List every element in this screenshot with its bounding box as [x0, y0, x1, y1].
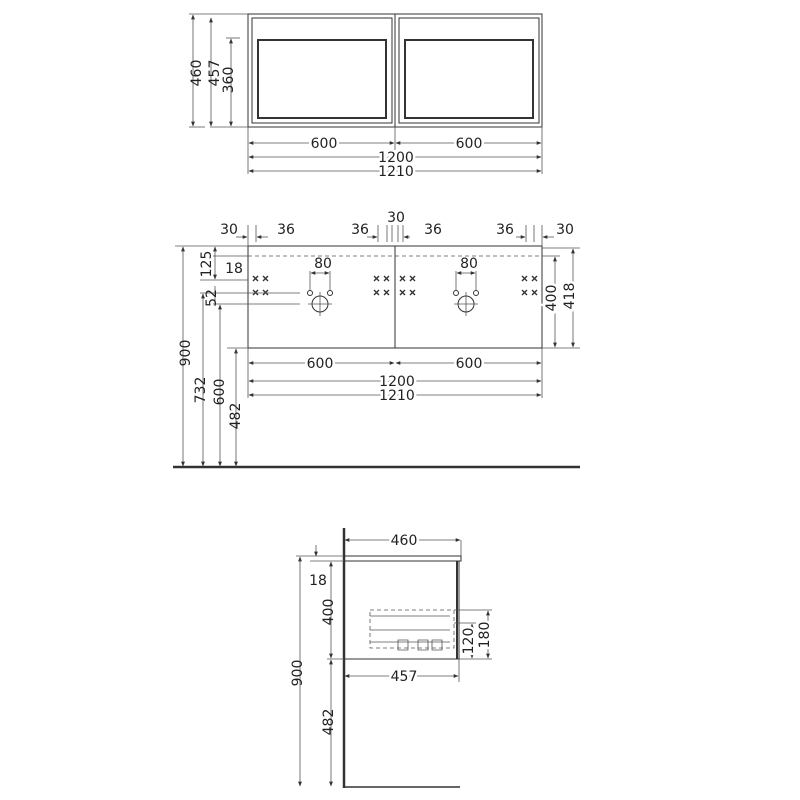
dim-label-30-right: 30	[556, 222, 574, 238]
side-view	[290, 528, 493, 788]
dim-label-900: 900	[178, 339, 194, 367]
countertop	[344, 556, 461, 561]
drain-symbol-right	[454, 291, 479, 317]
front-view	[189, 14, 542, 180]
dim-label-732: 732	[193, 376, 209, 404]
dim-label-36-left: 36	[277, 222, 295, 238]
dim-label-360: 360	[221, 66, 237, 94]
dim-label-30-left: 30	[220, 222, 238, 238]
dim-label-1210-b: 1210	[379, 388, 415, 404]
dim-label-600-left: 600	[310, 136, 338, 152]
dim-label-30-center: 30	[387, 210, 405, 226]
drawer-left	[252, 18, 392, 123]
dim-label-457: 457	[207, 59, 223, 87]
dim-label-80-left: 80	[314, 256, 332, 272]
dim-label-80-right: 80	[460, 256, 478, 272]
dim-label-1210: 1210	[378, 164, 414, 180]
drawer-interior	[370, 610, 454, 650]
dim-label-400: 400	[544, 284, 560, 312]
dim-label-18-side: 18	[309, 573, 327, 589]
dim-label-600-vertical: 600	[212, 378, 228, 406]
dim-label-36-mid-left: 36	[351, 222, 369, 238]
dim-label-600-left-b: 600	[306, 356, 334, 372]
drain-symbol-left	[308, 291, 333, 317]
dim-label-900-side: 900	[290, 659, 306, 687]
dim-label-1200-b: 1200	[379, 374, 415, 390]
dim-label-52: 52	[204, 289, 220, 307]
dim-label-482-side: 482	[321, 708, 337, 736]
dim-label-418: 418	[562, 282, 578, 310]
dim-label-457-side: 457	[390, 669, 418, 685]
drawer-right	[399, 18, 539, 123]
dim-label-36-right: 36	[496, 222, 514, 238]
installation-view	[173, 210, 580, 467]
dim-label-36-mid-right: 36	[424, 222, 442, 238]
dim-label-600-right-b: 600	[455, 356, 483, 372]
drawer-panel-left	[258, 40, 386, 118]
dim-label-1200: 1200	[378, 150, 414, 166]
dim-label-180: 180	[477, 621, 493, 649]
drawer-panel-right	[405, 40, 533, 118]
dim-label-460: 460	[189, 59, 205, 87]
dim-label-120: 120	[461, 627, 477, 655]
dim-label-18: 18	[225, 261, 243, 277]
dim-label-600-right: 600	[455, 136, 483, 152]
dim-label-125: 125	[199, 250, 215, 278]
dim-label-400-side: 400	[321, 598, 337, 626]
dim-label-460-side: 460	[390, 533, 418, 549]
dim-label-482: 482	[228, 402, 244, 430]
